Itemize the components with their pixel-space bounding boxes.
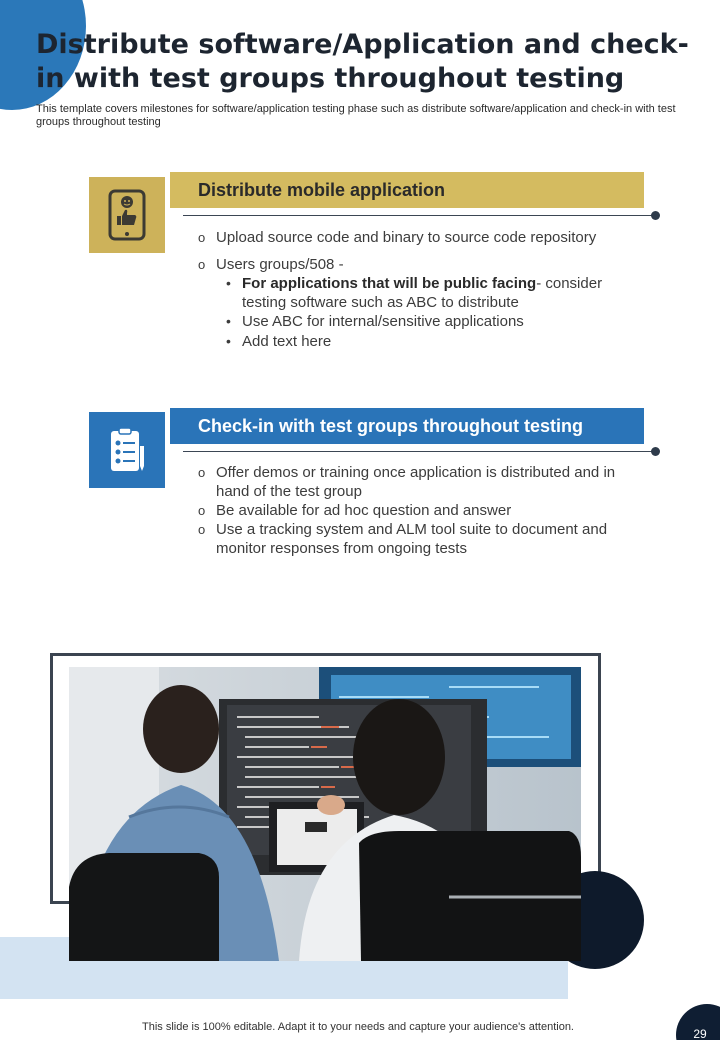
section-icon-box-checkin — [89, 412, 165, 488]
section-heading-distribute: Distribute mobile application — [170, 172, 644, 208]
list-item — [198, 255, 648, 351]
section-divider — [183, 215, 656, 216]
bold-phrase: For applications that will be public facing — [242, 275, 537, 292]
distribute-list — [198, 228, 648, 351]
sub-list-item: • Use ABC for internal/sensitive applications — [224, 312, 648, 331]
developers-photo — [69, 667, 581, 961]
section-icon-box-distribute — [89, 177, 165, 253]
sub-list-item: • Add text here — [224, 332, 648, 351]
mobile-thumbs-up-icon — [107, 188, 147, 242]
list-item: o Offer demos or training once application is distributed and in hand of the test group — [198, 463, 648, 501]
developers-at-computer-photo — [69, 667, 581, 961]
section-heading-checkin: Check-in with test groups throughout testing — [170, 408, 644, 444]
section-divider — [183, 451, 656, 452]
list-item: o Use a tracking system and ALM tool suite to document and monitor responses from ongoing tests — [198, 520, 648, 558]
divider-dot — [651, 447, 660, 456]
list-item: o Be available for ad hoc question and answer — [198, 501, 648, 520]
list-item-label: Users groups/508 - — [216, 256, 344, 273]
list-item: o Upload source code and binary to source code repository — [198, 228, 648, 247]
checkin-list — [198, 463, 648, 558]
sub-list — [224, 274, 648, 351]
page-number: 29 — [693, 1027, 707, 1040]
page-subtitle: This template covers milestones for software/application testing phase such as distribute software/application and check-in with test groups throughout testing — [36, 103, 676, 128]
divider-dot — [651, 211, 660, 220]
footer-note: This slide is 100% editable. Adapt it to your needs and capture your audience's attention. — [142, 1021, 574, 1033]
clipboard-checklist-icon — [108, 426, 146, 474]
page-title: Distribute software/Application and check-in with test groups throughout testing — [36, 29, 689, 94]
sub-list-item — [224, 274, 648, 312]
sub-list-text: - consider testing software such as ABC to distribute — [242, 275, 603, 311]
